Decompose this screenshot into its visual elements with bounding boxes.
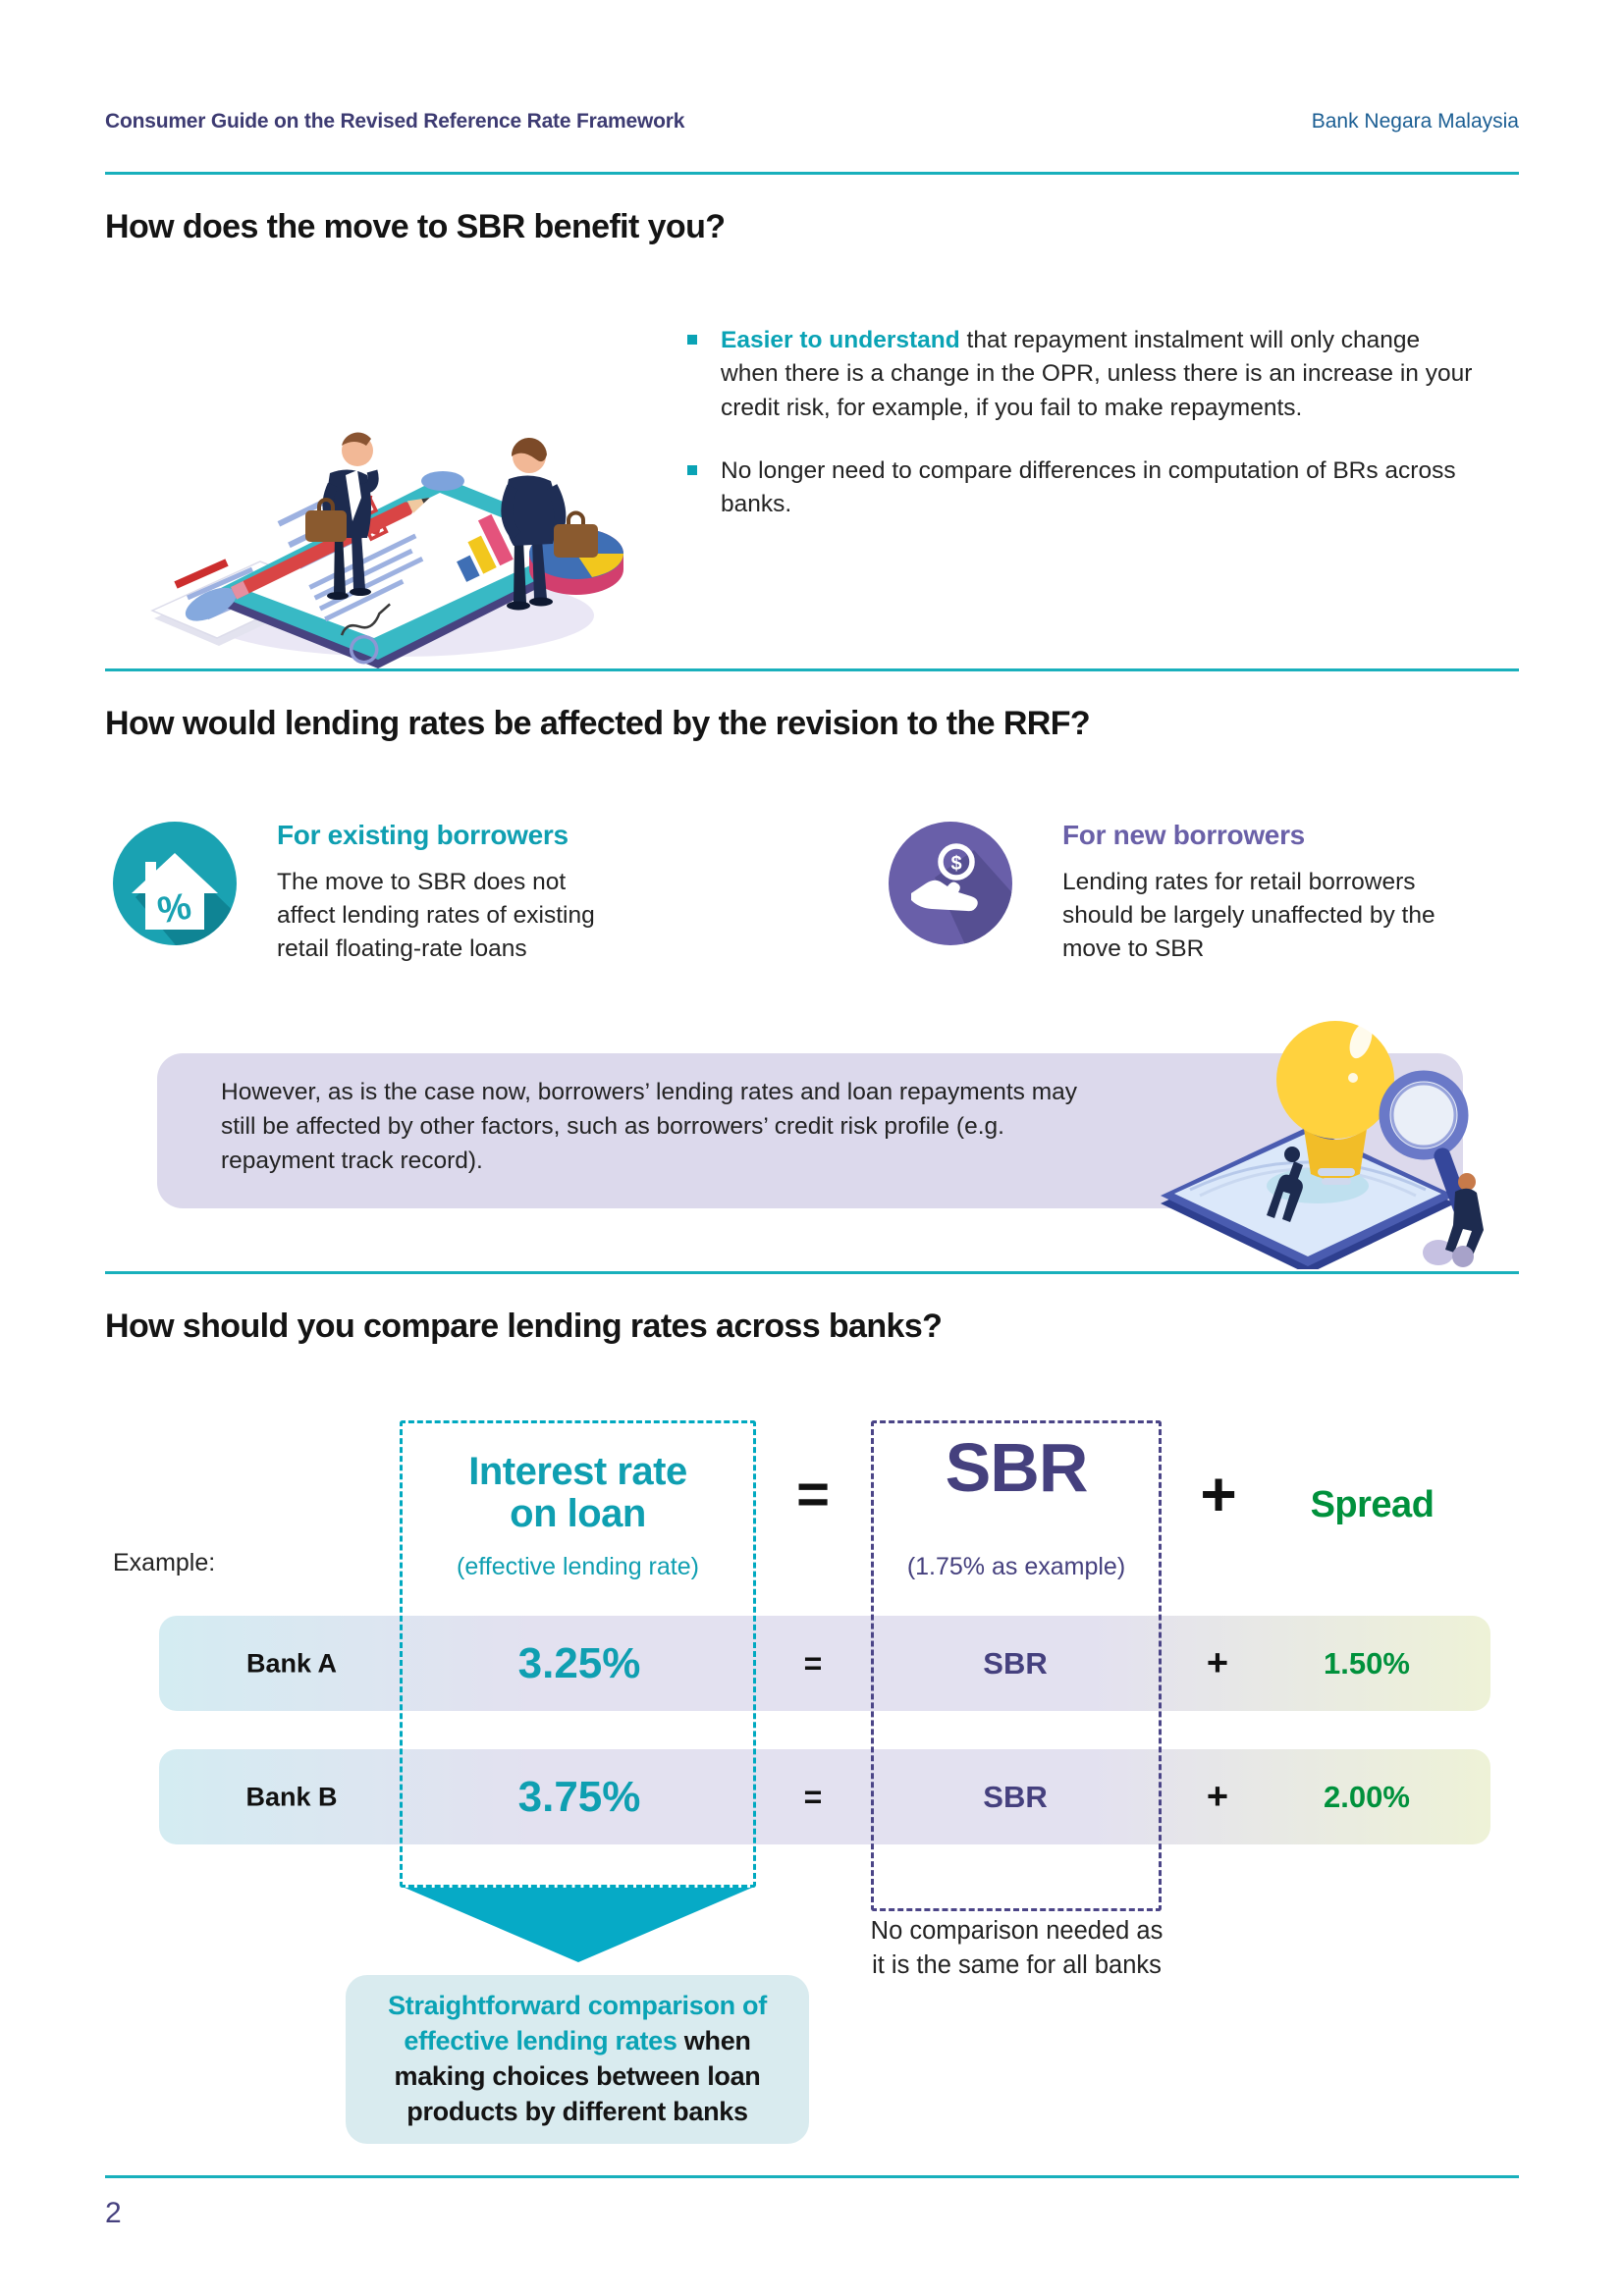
new-borrowers-heading: For new borrowers: [1062, 820, 1305, 850]
new-borrowers-body: Lending rates for retail borrowers should be largely unaffected by the move to SBR: [1062, 869, 1435, 962]
hand-coin-icon: [884, 817, 1017, 950]
note-text: However, as is the case now, borrowers’ lending rates and loan repayments may still be affected by other factors, such as borrowers’ credit risk profile (e.g. repayment track record).: [221, 1079, 1078, 1174]
section-divider: [105, 1271, 1519, 1274]
spread-label: Spread: [1310, 1484, 1435, 1525]
sbr-sublabel: (1.75% as example): [906, 1553, 1126, 1580]
effective-rate-value: 3.75%: [517, 1772, 641, 1821]
header-divider: [105, 172, 1519, 175]
house-percent-icon: [108, 817, 242, 950]
square-bullet-icon: [687, 465, 697, 475]
svg-text:%: %: [154, 885, 194, 933]
existing-borrowers-heading: For existing borrowers: [277, 820, 568, 850]
plus-sign: +: [1206, 1776, 1229, 1817]
plus-sign: +: [1206, 1642, 1229, 1683]
document-title: Consumer Guide on the Revised Reference Rate Framework: [105, 110, 685, 133]
section-rates-title: How would lending rates be affected by the revision to the RRF?: [105, 705, 1091, 742]
down-arrow-icon: [405, 1888, 752, 1962]
effective-rate-value: 3.25%: [517, 1638, 641, 1687]
bank-name: Bank B: [245, 1782, 338, 1811]
businessmen-clipboard-illustration: [113, 277, 648, 669]
section-divider: [105, 668, 1519, 671]
sbr-label: SBR: [945, 1429, 1088, 1506]
sbr-value: SBR: [983, 1645, 1048, 1681]
book-lightbulb-magnifier-illustration: [1100, 989, 1522, 1269]
footer-divider: [105, 2175, 1519, 2178]
equals-sign: =: [796, 1463, 830, 1526]
table-row-bank-b: [159, 1749, 1490, 1844]
comparison-callout: [346, 1975, 809, 2144]
equals-sign: =: [803, 1779, 823, 1814]
plus-sign: +: [1200, 1459, 1237, 1529]
callout-text: Straightforward comparison of effective lending rates when making choices between loan products by different banks: [388, 1991, 767, 2126]
bullet-text: Easier to understand that repayment instalment will only change when there is a change in the OPR, unless there is an increase in your credit risk, for example, if you fail to make repayments.: [721, 327, 1473, 421]
spread-value: 1.50%: [1324, 1645, 1410, 1681]
section-benefit-title: How does the move to SBR benefit you?: [105, 208, 726, 245]
spread-value: 2.00%: [1324, 1779, 1410, 1814]
interest-rate-sublabel: (effective lending rate): [457, 1553, 699, 1580]
equals-sign: =: [803, 1645, 823, 1681]
page-number: 2: [105, 2197, 122, 2229]
interest-rate-label: Interest rate on loan: [468, 1450, 687, 1536]
list-item: [687, 324, 1473, 425]
bullet-text: No longer need to compare differences in computation of BRs across banks.: [721, 456, 1456, 518]
publisher-name: Bank Negara Malaysia: [1311, 110, 1519, 133]
square-bullet-icon: [687, 335, 697, 345]
section-compare-title: How should you compare lending rates across banks?: [105, 1308, 943, 1345]
example-label: Example:: [113, 1549, 216, 1576]
list-item: [687, 454, 1473, 522]
benefit-bullet-list: [687, 324, 1473, 551]
bank-name: Bank A: [245, 1648, 338, 1678]
sbr-value: SBR: [983, 1779, 1048, 1814]
svg-text:$: $: [950, 853, 962, 875]
existing-borrowers-body: The move to SBR does not affect lending rates of existing retail floating-rate loans: [277, 869, 595, 962]
no-comparison-note: No comparison needed as it is the same for all banks: [870, 1917, 1164, 1979]
table-row-bank-a: [159, 1616, 1490, 1711]
